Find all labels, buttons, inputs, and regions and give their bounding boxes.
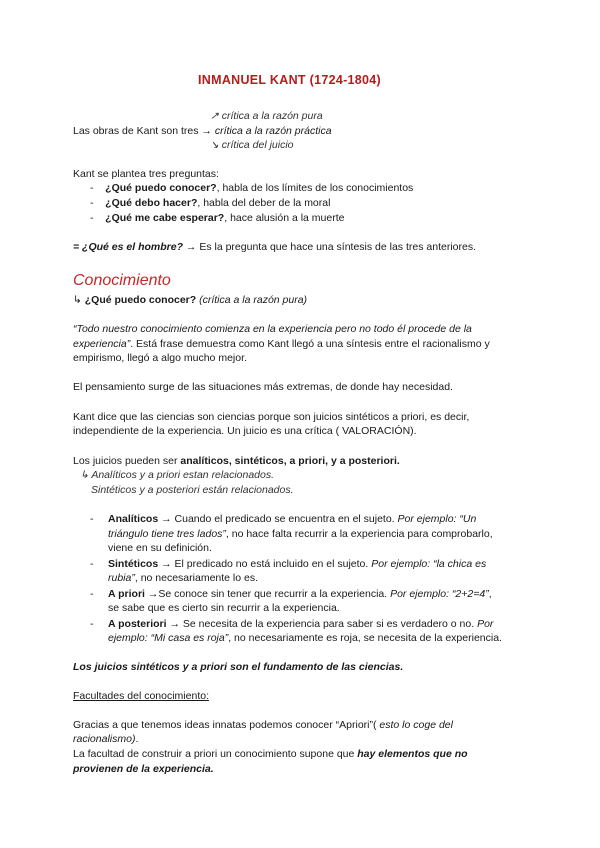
tipo-example: rubia”: [108, 572, 135, 584]
facultades-p2-l2: provienen de la experiencia.: [73, 763, 214, 775]
tipo-desc: , no necesariamente es roja, se necesita de la experiencia.: [228, 632, 502, 644]
facultades-p1-l2: [73, 732, 138, 746]
tipo-example: triángulo tiene tres lados”: [108, 528, 226, 540]
arrow-turn-icon: ↳: [73, 294, 82, 306]
subheading-question: ¿Qué puedo conocer?: [84, 294, 197, 306]
facultades-heading: Facultades del conocimiento:: [73, 690, 209, 702]
tipo-desc: →Se conoce sin tener que recurrir a la experiencia.: [144, 588, 391, 600]
tipo-aposteriori-l1: [108, 617, 493, 631]
arrow-up-right-icon: ↗: [210, 110, 219, 122]
tipo-desc: → El predicado no está incluido en el sujeto.: [158, 558, 372, 570]
relation-text: Analíticos y a priori estan relacionados.: [91, 469, 275, 481]
tipo-apriori-l2: se sabe que es cierto sin recurrir a la experiencia.: [108, 602, 340, 614]
obra-item-3: [210, 138, 294, 152]
tipo-example: Por ejemplo: “2+2=4”: [390, 588, 489, 600]
tipo-apriori-l1: A priori →Se conoce sin tener que recurrir a la experiencia. Por ejemplo: “2+2=4”,: [108, 588, 492, 600]
facultades-text: .: [135, 733, 139, 745]
preguntas-intro: Kant se plantea tres preguntas:: [73, 168, 219, 180]
obras-intro-text: Las obras de Kant son tres: [73, 125, 199, 137]
tipo-example: Por: [477, 618, 494, 630]
obras-intro: [73, 124, 332, 138]
list-item: -: [90, 618, 94, 630]
quote-comment: . Está frase demuestra como Kant llegó a una síntesis entre el racionalismo y: [130, 338, 490, 350]
facultades-p2-l1: [73, 747, 468, 761]
relation-line-1: [80, 468, 274, 482]
tipo-desc: , no necesariamente lo es.: [134, 572, 259, 584]
arrow-turn-icon: ↳: [80, 469, 89, 481]
tipo-example: Por ejemplo: “Un: [397, 513, 477, 525]
list-item: - ¿Qué debo hacer?, habla del deber de la moral: [90, 197, 331, 209]
synthesis-question: = ¿Qué es el hombre?: [73, 241, 183, 253]
facultades-p1-l1: [73, 718, 453, 732]
obra-label: crítica a la razón pura: [221, 110, 323, 122]
obra-label: crítica del juicio: [221, 139, 294, 151]
list-item: -: [90, 558, 94, 570]
tipo-desc: → Cuando el predicado se encuentra en el sujeto.: [158, 513, 398, 525]
tipo-name: Sintéticos: [108, 558, 159, 570]
tipo-aposteriori-l2: [108, 631, 502, 645]
tipo-analiticos-l2: [108, 527, 493, 541]
question-desc: , habla del deber de la moral: [197, 197, 331, 209]
list-item: -: [90, 588, 94, 600]
tipo-name: A priori: [108, 588, 145, 600]
relation-line-2: Sintéticos y a posteriori están relacionados.: [91, 484, 294, 496]
tipo-analiticos-l1: [108, 512, 476, 526]
tipo-desc: → Se necesita de la experiencia para saber si es verdadero o no.: [166, 618, 478, 630]
facultades-note: esto lo coge del: [376, 719, 453, 731]
facultades-text: Gracias a que tenemos ideas innatas podemos conocer “Apriori”(: [73, 719, 377, 731]
juicios-intro: [73, 454, 400, 468]
synthesis-line: [73, 240, 476, 254]
arrow-right-icon: →: [201, 125, 212, 137]
tipo-sinteticos-l1: [108, 557, 486, 571]
subheading-line: [73, 293, 307, 307]
facultades-emphasis: hay elementos que no: [357, 748, 468, 760]
question-desc: , habla de los límites de los conocimientos: [216, 182, 414, 194]
section-heading-conocimiento: Conocimiento: [73, 272, 171, 289]
paragraph-ciencias-1: Kant dice que las ciencias son ciencias porque son juicios sintéticos a priori, es decir,: [73, 411, 470, 423]
juicios-intro-text: Los juicios pueden ser: [73, 455, 181, 467]
quote-line-2: [73, 337, 490, 351]
arrow-down-right-icon: ↘: [210, 139, 219, 151]
tipo-sinteticos-l2: [108, 571, 258, 585]
page-title: INMANUEL KANT (1724-1804): [198, 73, 382, 87]
tipo-desc: , no hace falta recurrir a la experiencia para comprobarlo,: [225, 528, 493, 540]
obra-item-1: [210, 109, 323, 123]
subheading-note: (crítica a la razón pura): [199, 294, 308, 306]
conclusion: Los juicios sintéticos y a priori son el fundamento de las ciencias.: [73, 661, 404, 673]
paragraph-ciencias-2: independiente de la experiencia. Un juicio es una crítica ( VALORACIÓN).: [73, 425, 417, 437]
facultades-text: La facultad de construir a priori un conocimiento supone que: [73, 748, 358, 760]
question-text: ¿Qué puedo conocer?: [105, 182, 217, 194]
synthesis-desc: → Es la pregunta que hace una síntesis de las tres anteriores.: [183, 241, 477, 253]
tipo-name: Analíticos: [108, 513, 159, 525]
tipo-example: ejemplo: “Mi casa es roja”: [108, 632, 229, 644]
question-text: ¿Qué debo hacer?: [105, 197, 198, 209]
list-item: - ¿Qué puedo conocer?, habla de los límites de los conocimientos: [90, 182, 414, 194]
facultades-note: racionalismo): [73, 733, 136, 745]
obra-label: crítica a la razón práctica: [214, 125, 332, 137]
quote-end: experiencia”: [73, 338, 131, 350]
list-item: - ¿Qué me cabe esperar?, hace alusión a la muerte: [90, 212, 345, 224]
tipo-name: A posteriori: [108, 618, 167, 630]
paragraph-pensamiento: El pensamiento surge de las situaciones más extremas, de donde hay necesidad.: [73, 381, 453, 393]
tipo-example: Por ejemplo: “la chica es: [371, 558, 487, 570]
list-item: -: [90, 513, 94, 525]
question-text: ¿Qué me cabe esperar?: [105, 212, 225, 224]
question-desc: , hace alusión a la muerte: [224, 212, 345, 224]
tipo-analiticos-l3: viene en su definición.: [108, 542, 212, 554]
juicios-types: analíticos, sintéticos, a priori, y a posteriori.: [180, 455, 400, 467]
quote-line-1: “Todo nuestro conocimiento comienza en la experiencia pero no todo él procede de la: [73, 323, 472, 335]
quote-line-3: empirismo, llegó a algo mucho mejor.: [73, 352, 247, 364]
